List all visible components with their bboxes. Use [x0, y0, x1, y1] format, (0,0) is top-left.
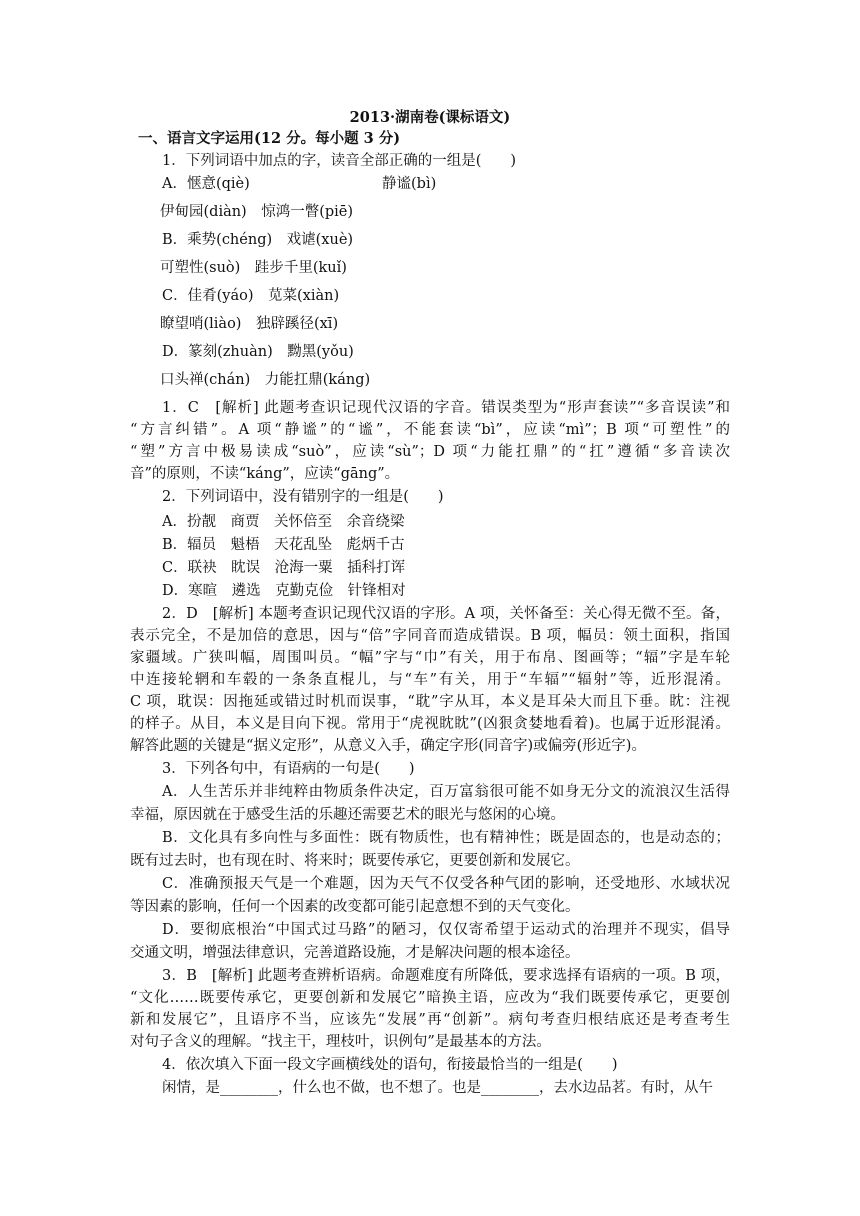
q3-option-line: 交通文明，增强法律意识，完善道路设施，才是解决问题的根本途径。: [130, 945, 580, 961]
q2-answer-line: 表示完全，不是加倍的意思，因与“倍”字同音而造成错误。B 项，幅员：领土面积，指国: [130, 628, 730, 644]
q2-option-b: B．辐员 魁梧 天花乱坠 彪炳千古: [162, 537, 405, 553]
q1-d-word3: 口头禅(chán): [160, 372, 251, 388]
q2-answer-line: 解答此题的关键是“据义定形”，从意义入手，确定字形(同音字)或偏旁(形近字)。: [130, 738, 646, 754]
q1-a-word3: 伊甸园(diàn): [160, 204, 247, 220]
q4-stem: 4．依次填入下面一段文字画横线处的语句，衔接最恰当的一组是( ): [162, 1057, 618, 1073]
q3-stem: 3．下列各句中，有语病的一句是( ): [162, 761, 415, 777]
q1-c-word3: 瞭望哨(liào): [160, 316, 242, 332]
q2-option-d: D．寒暄 遴选 克勤克俭 针锋相对: [162, 583, 406, 599]
q1-option-c-cont: [160, 314, 338, 334]
q2-option-c: C．联袂 眈误 沧海一粟 插科打诨: [162, 560, 406, 576]
q1-option-b: [162, 230, 353, 250]
q1-stem: 1．下列词语中加点的字，读音全部正确的一组是( ): [162, 153, 517, 169]
q1-c-word1: 佳肴(yáo): [187, 288, 254, 304]
q3-option-line: C．准确预报天气是一个难题，因为天气不仅受各种气团的影响，还受地形、水域状况: [162, 876, 730, 892]
q1-answer-line: 音”的原则，不读“káng”，应读“gāng”。: [130, 466, 400, 482]
q1-a-word2: 静谧(bì): [382, 176, 437, 192]
q1-answer-line: “方言纠错”。A 项“静谧”的“谧”，不能套读“bì”，应读“mì”；B 项“可塑性”的: [130, 422, 730, 438]
q1-a-word1: 惬意(qiè): [186, 176, 250, 192]
q1-option-d: [162, 342, 354, 362]
q3-option-line: B．文化具有多向性与多面性：既有物质性，也有精神性；既是固态的，也是动态的；: [162, 830, 730, 846]
q1-d-word1: 篆刻(zhuàn): [188, 344, 273, 360]
q1-d-word4: 力能扛鼎(káng): [264, 372, 371, 388]
option-label: A．: [162, 176, 187, 192]
q2-stem: 2．下列词语中，没有错别字的一组是( ): [162, 489, 444, 505]
q1-a-word4: 惊鸿一瞥(piē): [261, 204, 354, 220]
q3-answer-line: 对句子含义的理解。“找主干，理枝叶，识例句”是最基本的方法。: [130, 1034, 551, 1050]
q1-b-word3: 可塑性(suò): [160, 260, 241, 276]
q2-answer-line: C 项，耽误：因拖延或错过时机而误事，“耽”字从耳，本义是耳朵大而且下垂。眈：注视: [130, 694, 730, 710]
q1-b-word2: 戏谑(xuè): [286, 232, 354, 248]
q1-b-word1: 乘势(chéng): [187, 232, 273, 248]
q1-option-a-cont: [160, 202, 353, 222]
q4-text-line: 闲情，是________，什么也不做，也不想了。也是________，去水边品茗。有时，从午: [162, 1080, 713, 1096]
q1-c-word4: 独辟蹊径(xī): [255, 316, 339, 332]
q2-answer-line: 中连接轮辋和车毂的一条条直棍儿，与“车”有关，用于“车辐”“辐射”等，近形混淆。: [130, 672, 730, 688]
q3-option-line: 等因素的影响，任何一个因素的改变都可能引起意想不到的天气变化。: [130, 899, 580, 915]
q1-option-d-cont: [160, 370, 370, 390]
section-heading: 一、语言文字运用(12 分。每小题 3 分): [138, 130, 401, 147]
q1-c-word2: 苋菜(xiàn): [268, 288, 340, 304]
q1-option-b-cont: [160, 258, 347, 278]
q2-option-a: A．扮靓 商贾 关怀倍至 余音绕梁: [162, 514, 405, 530]
q3-option-line: D．要彻底根治“中国式过马路”的陋习，仅仅寄希望于运动式的治理并不现实，倡导: [162, 922, 730, 938]
q2-answer-line: 2．D [解析] 本题考查识记现代汉语的字形。A 项，关怀备至：关心得无微不至。备，: [162, 606, 730, 622]
option-label: C．: [162, 288, 188, 304]
q1-answer-line: “塑”方言中极易读成“suò”，应读“sù”；D 项“力能扛鼎”的“扛”遵循“多音读次: [130, 444, 730, 460]
q2-answer-line: 的样子。从目，本义是目向下视。常用于“虎视眈眈”(凶狠贪婪地看着)。也属于近形混淆。: [130, 716, 730, 732]
page-title: 2013·湖南卷(课标语文): [349, 109, 511, 126]
q3-answer-line: 3．B [解析] 此题考查辨析语病。命题难度有所降低，要求选择有语病的一项。B 项，: [162, 968, 730, 984]
q1-b-word4: 跬步千里(kuǐ): [254, 260, 347, 276]
option-label: B．: [162, 232, 188, 248]
q1-option-a: [162, 174, 250, 194]
q2-answer-line: 家疆域。广狭叫幅，周围叫员。“幅”字与“巾”有关，用于布帛、图画等；“辐”字是车轮: [130, 650, 730, 666]
option-label: D．: [162, 344, 189, 360]
q1-option-c: [162, 286, 339, 306]
q3-option-line: A．人生苦乐并非纯粹由物质条件决定，百万富翁很可能不如身无分文的流浪汉生活得: [162, 784, 730, 800]
q3-option-line: 既有过去时，也有现在时、将来时；既要传承它，更要创新和发展它。: [130, 853, 580, 869]
q3-option-line: 幸福，原因就在于感受生活的乐趣还需要艺术的眼光与悠闲的心境。: [130, 807, 565, 823]
q1-answer-line: 1．C [解析] 此题考查识记现代汉语的字音。错误类型为“形声套读”“多音误读”和: [162, 400, 730, 416]
q1-d-word2: 黝黑(yǒu): [287, 344, 354, 360]
q3-answer-line: “文化……既要传承它，更要创新和发展它”暗换主语，应改为“我们既要传承它，更要创: [130, 990, 730, 1006]
q3-answer-line: 新和发展它”，且语序不当，应该先“发展”再“创新”。病句考查归根结底还是考查考生: [130, 1012, 730, 1028]
